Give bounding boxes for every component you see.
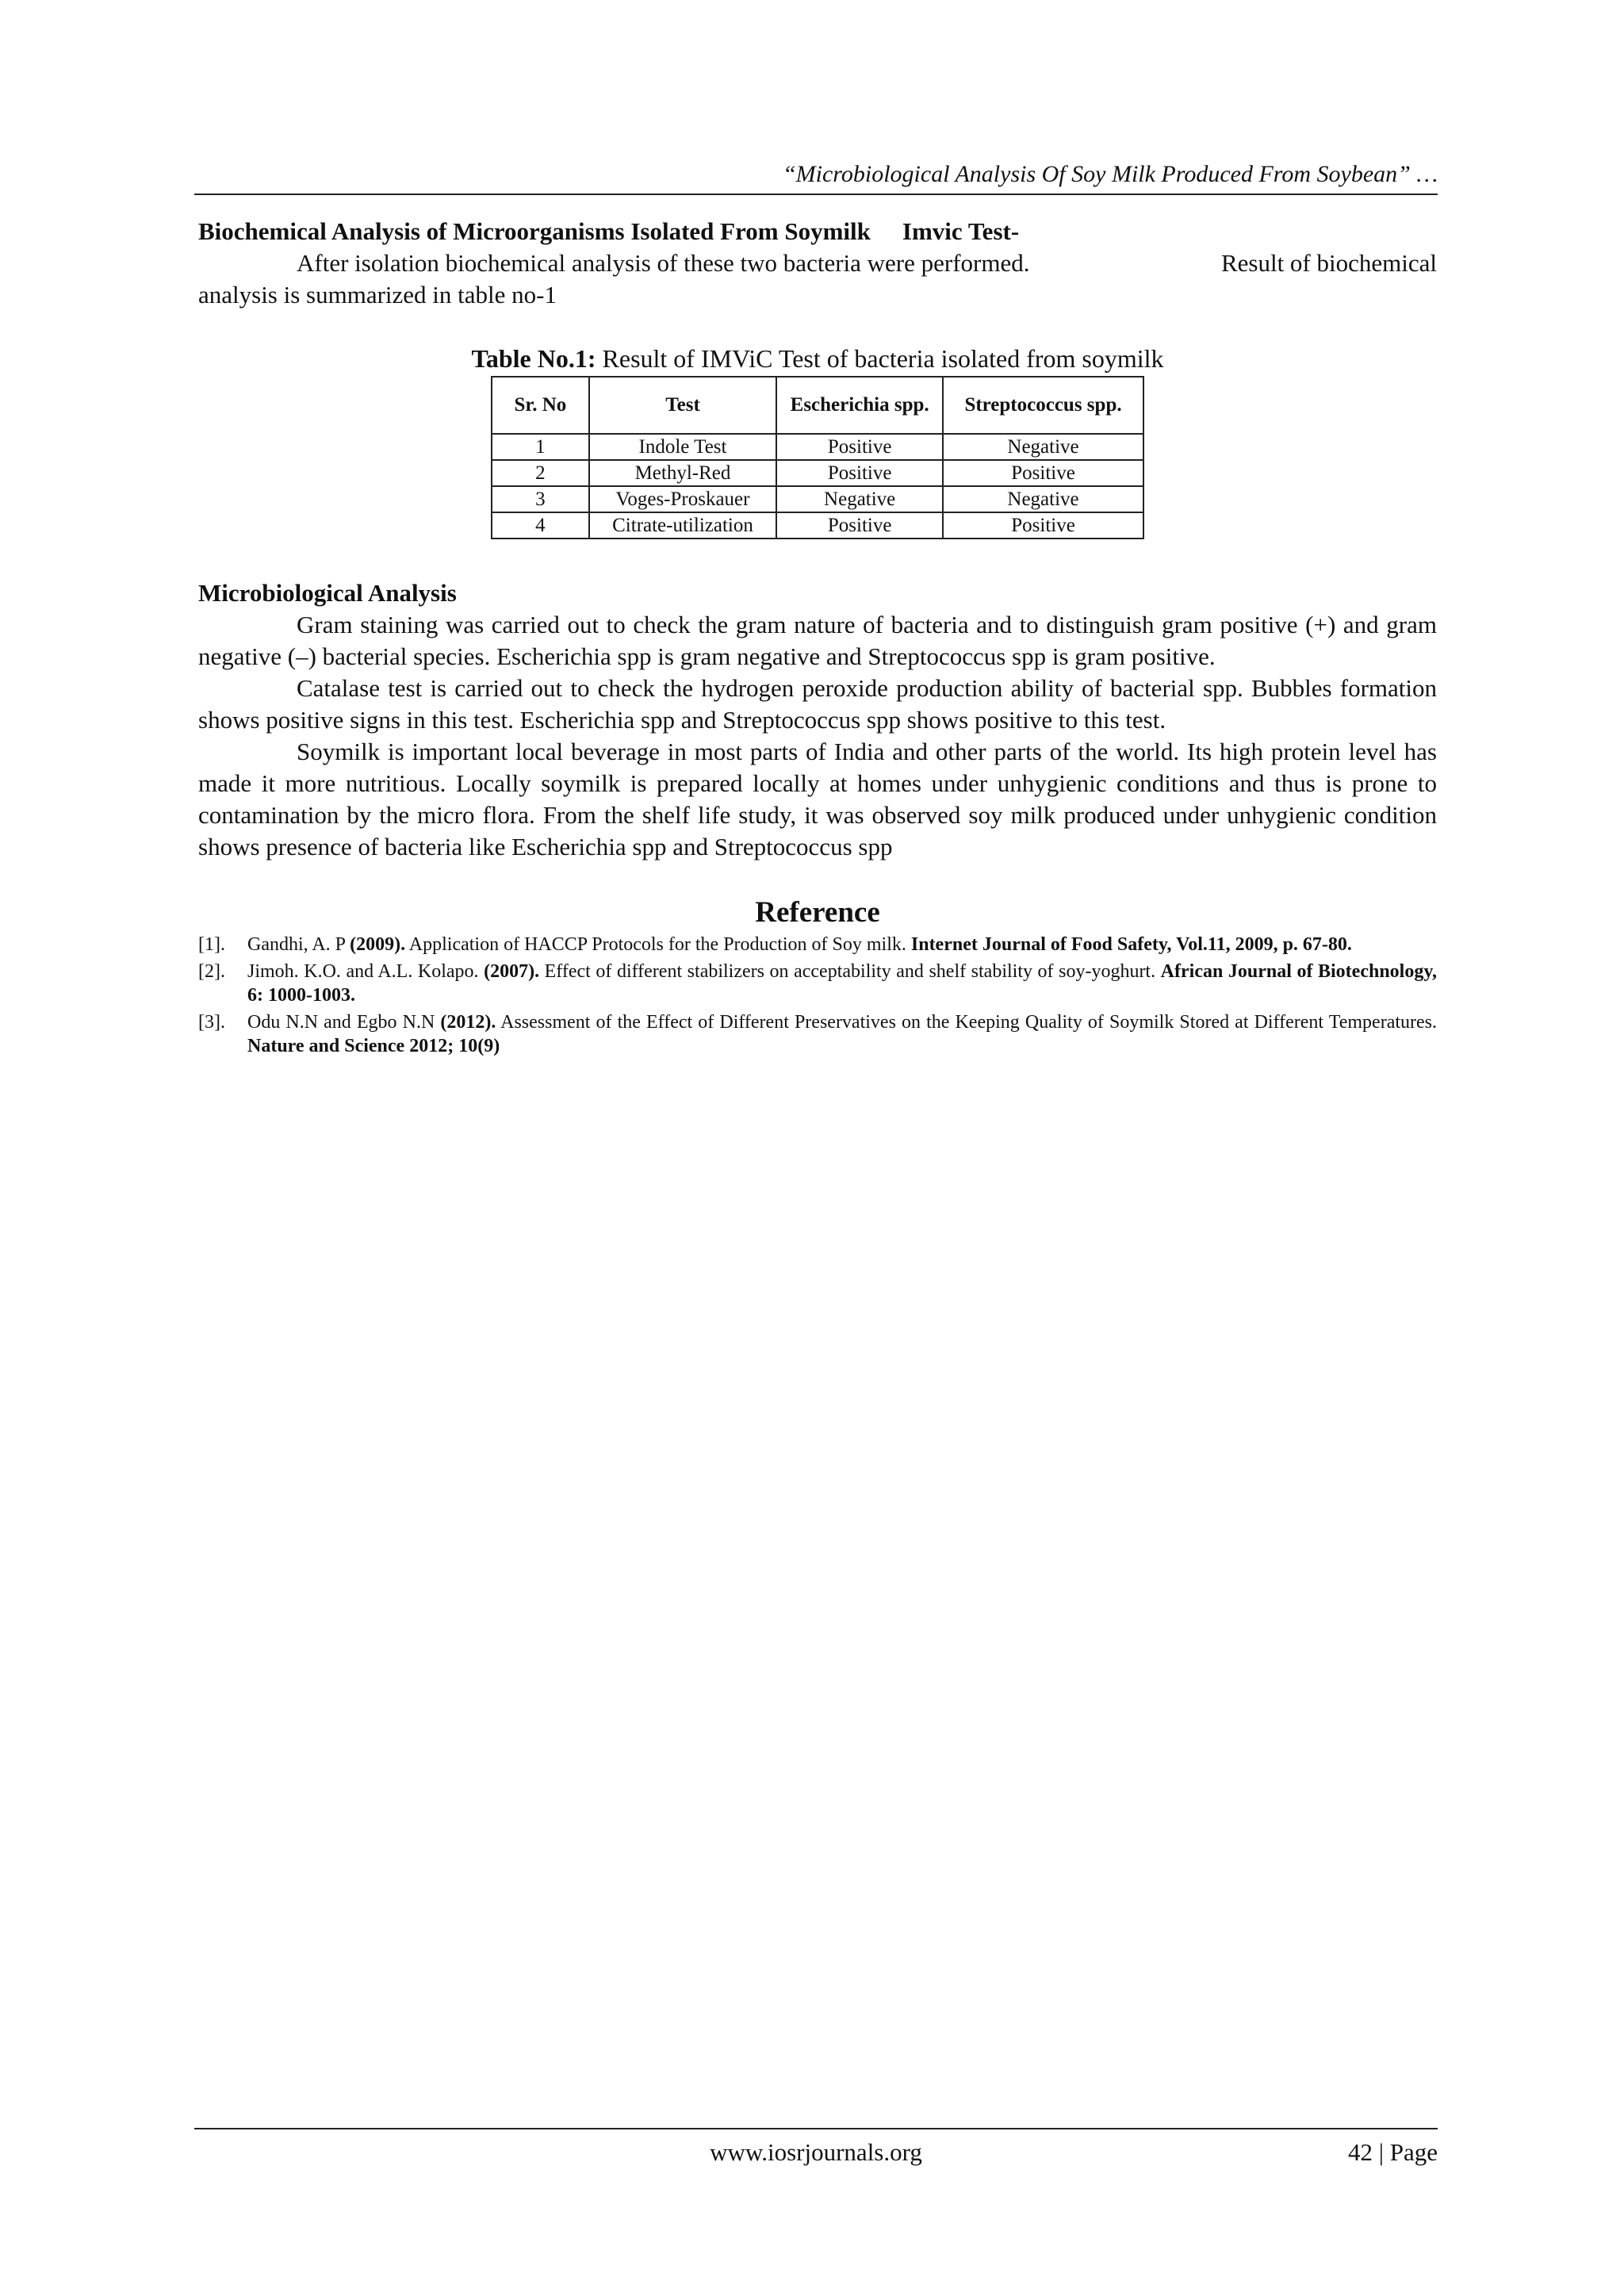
paragraph-text: Catalase test is carried out to check the hydrogen peroxide production ability of bacterial spp. Bubbles formation shows positive signs in this test. Escherichia spp and Streptococcus spp shows positive to this test. bbox=[198, 674, 1437, 734]
table-row bbox=[492, 460, 1143, 486]
reference-item bbox=[198, 960, 1437, 1007]
table-cell: Voges-Proskauer bbox=[589, 486, 777, 512]
section-subheading: Imvic Test- bbox=[902, 217, 1020, 245]
reference-source: Internet Journal of Food Safety, Vol.11, 2009, p. 67-80. bbox=[910, 934, 1352, 955]
table-cell: Negative bbox=[776, 486, 943, 512]
table-cell: 4 bbox=[492, 512, 589, 539]
paragraph-text-right: Result of biochemical bbox=[1220, 249, 1437, 277]
page-content bbox=[198, 216, 1437, 1061]
reference-authors: Odu N.N and Egbo N.N bbox=[247, 1012, 441, 1033]
reference-item bbox=[198, 1010, 1437, 1058]
reference-authors: Jimoh. K.O. and A.L. Kolapo. bbox=[247, 961, 485, 982]
table-cell: Negative bbox=[943, 486, 1143, 512]
table-caption-label: Table No.1: bbox=[471, 344, 596, 373]
page-footer bbox=[194, 2128, 1438, 2175]
table-cell: 2 bbox=[492, 460, 589, 486]
reference-year: (2009). bbox=[350, 934, 406, 955]
table-cell: Positive bbox=[943, 460, 1143, 486]
paragraph-text-left: After isolation biochemical analysis of these two bacteria were performed. bbox=[297, 249, 1030, 277]
column-header: Test bbox=[589, 377, 777, 434]
column-header: Sr. No bbox=[492, 377, 589, 434]
table-caption-text: Result of IMViC Test of bacteria isolated from soymilk bbox=[596, 344, 1164, 373]
table-row bbox=[492, 434, 1143, 460]
reference-text: Effect of different stabilizers on acceptability and shelf stability of soy-yoghurt. bbox=[539, 961, 1161, 982]
journal-website: www.iosrjournals.org bbox=[710, 2138, 922, 2166]
table-cell: Indole Test bbox=[589, 434, 777, 460]
reference-source: Nature and Science 2012; 10(9) bbox=[247, 1036, 500, 1056]
reference-item bbox=[198, 933, 1437, 956]
reference-source: African Journal of Biotechnology, 6: 1000-1003. bbox=[247, 961, 1438, 1006]
paragraph-text: Soymilk is important local beverage in most parts of India and other parts of the world. Its high protein level has made it more nutritious. Locally soymilk is prepared locally at homes under unhygienic conditions and thus is prone to contamination by the micro flora. From the shelf life study, it was observed soy milk produced under unhygienic condition shows presence of bacteria like Escherichia spp and Streptococcus spp bbox=[198, 738, 1437, 861]
table-cell: Positive bbox=[776, 434, 943, 460]
table-header-row bbox=[492, 377, 1143, 434]
table-cell: Methyl-Red bbox=[589, 460, 777, 486]
table-cell: Citrate-utilization bbox=[589, 512, 777, 539]
paragraph-text: analysis is summarized in table no-1 bbox=[198, 281, 557, 309]
table-row bbox=[492, 486, 1143, 512]
reference-list bbox=[198, 933, 1437, 1058]
table-cell: Negative bbox=[943, 434, 1143, 460]
running-header bbox=[194, 155, 1438, 195]
imvic-results-table bbox=[491, 376, 1144, 539]
reference-body bbox=[247, 1010, 1437, 1058]
running-title: “Microbiological Analysis Of Soy Milk Produced From Soybean” … bbox=[782, 161, 1438, 187]
paragraph-text: Gram staining was carried out to check the gram nature of bacteria and to distinguish gram positive (+) and gram negative (–) bacterial species. Escherichia spp is gram negative and Streptococcus spp is gram positive. bbox=[198, 611, 1437, 670]
page-number: 42 | Page bbox=[1348, 2138, 1438, 2166]
table-cell: Positive bbox=[776, 460, 943, 486]
reference-year: (2007). bbox=[484, 961, 540, 982]
references-title: Reference bbox=[755, 896, 880, 929]
reference-body bbox=[247, 960, 1437, 1007]
column-header: Streptococcus spp. bbox=[943, 377, 1143, 434]
reference-year: (2012). bbox=[440, 1012, 496, 1033]
section-heading-text: Biochemical Analysis of Microorganisms Isolated From Soymilk bbox=[198, 217, 871, 245]
reference-number: [2]. bbox=[198, 961, 225, 982]
reference-authors: Gandhi, A. P bbox=[247, 934, 350, 955]
paragraph-line bbox=[198, 247, 1437, 279]
reference-number: [3]. bbox=[198, 1012, 225, 1033]
table-caption bbox=[198, 343, 1437, 374]
table-cell: Positive bbox=[943, 512, 1143, 539]
table-cell: 3 bbox=[492, 486, 589, 512]
reference-text: Application of HACCP Protocols for the Production of Soy milk. bbox=[405, 934, 911, 955]
column-header: Escherichia spp. bbox=[776, 377, 943, 434]
section-heading-microbiological: Microbiological Analysis bbox=[198, 579, 457, 607]
reference-text: Assessment of the Effect of Different Preservatives on the Keeping Quality of Soymilk Stored at Different Temperatures. bbox=[496, 1012, 1437, 1033]
table-cell: Positive bbox=[776, 512, 943, 539]
reference-body bbox=[247, 933, 1437, 956]
section-heading-biochemical bbox=[198, 216, 1437, 247]
table-row bbox=[492, 512, 1143, 539]
reference-number: [1]. bbox=[198, 934, 225, 955]
table-cell: 1 bbox=[492, 434, 589, 460]
